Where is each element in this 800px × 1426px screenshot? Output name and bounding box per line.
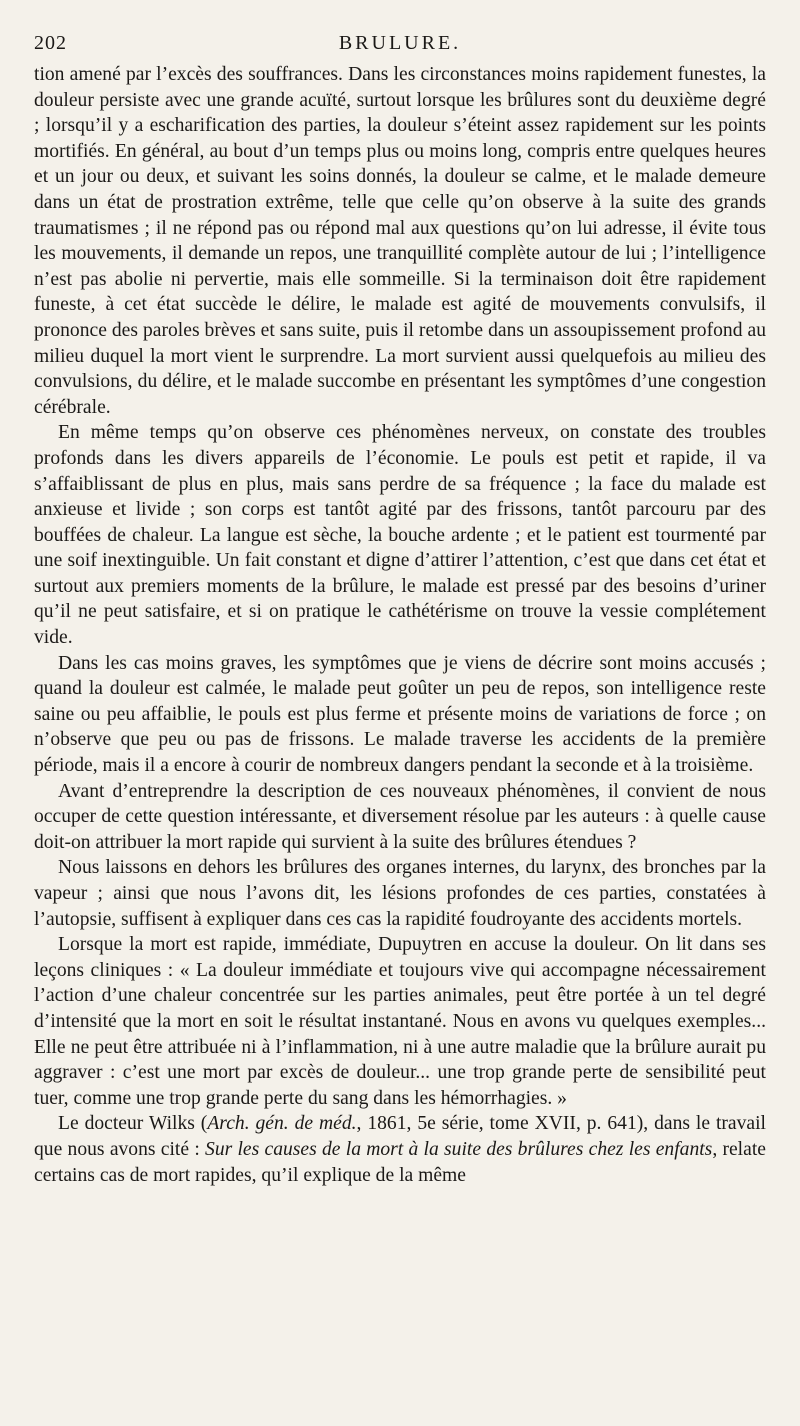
paragraph-7 (34, 1111, 766, 1188)
body-text (34, 62, 766, 1188)
citation-journal: Arch. gén. de méd. (207, 1113, 357, 1135)
paragraph-2: En même temps qu’on observe ces phénomènes nerveux, on constate des troubles profonds dans les divers appareils de l’économie. Le pouls est petit et rapide, il va s’affaiblissant de plus en plus, mais sans perdre de sa fréquence ; la face du malade est anxieuse et livide ; son corps est tantôt agité par des frissons, tantôt parcouru par des bouffées de chaleur. La langue est sèche, la bouche ardente ; et le patient est tourmenté par une soif inextinguible. Un fait constant et digne d’attirer l’attention, c’est que dans cet état et surtout aux premiers moments de la brûlure, le malade est pressé par des besoins d’uriner qu’il ne peut satisfaire, et si on pratique le cathétérisme on trouve la vessie complétement vide. (34, 422, 766, 649)
paragraph-1: tion amené par l’excès des souffrances. Dans les circonstances moins rapidement funestes, la douleur persiste avec une grande acuïté, surtout lorsque les brûlures sont du deuxième degré ; lorsqu’il y a escharification des parties, la douleur s’éteint assez rapidement sur les points mortifiés. En général, au bout d’un temps plus ou moins long, compris entre quelques heures et un jour ou deux, et suivant les soins donnés, la douleur se calme, et le malade demeure dans un état de prostration extrême, telle que celle qu’on observe à la suite des grands traumatismes ; il ne répond pas ou répond mal aux questions qu’on lui adresse, il évite tous les mouvements, il demande un repos, une tranquillité complète autour de lui ; l’intelligence n’est pas abolie ni pervertie, mais elle sommeille. Si la terminaison doit être rapidement funeste, à cet état succède le délire, le malade est agité de mouvements convulsifs, il prononce des paroles brèves et sans suite, puis il retombe dans un assoupissement profond au milieu duquel la mort vient le surprendre. La mort survient aussi quelquefois au milieu des convulsions, du délire, et le malade succombe en présentant les symptômes d’une congestion cérébrale. (34, 64, 766, 418)
paragraph-7-text-middle: , 1861, 5e série, tome XVII, p. 641), dans le travail que nous avons cité : (34, 1113, 766, 1160)
paragraph-5: Nous laissons en dehors les brûlures des organes internes, du larynx, des bronches par la vapeur ; ainsi que nous l’avons dit, les lésions profondes de ces parties, constatées à l’autopsie, suffisent à expliquer dans ces cas la rapidité foudroyante des accidents mortels. (34, 857, 766, 930)
page-number: 202 (34, 32, 67, 54)
paragraph-3: Dans les cas moins graves, les symptômes que je viens de décrire sont moins accusés ; quand la douleur est calmée, le malade peut goûter un peu de repos, son intelligence reste saine ou peu affaiblie, le pouls est plus ferme et présente moins de variations de force ; on n’observe que peu ou pas de frissons. Le malade traverse les accidents de la première période, mais il a encore à courir de nombreux dangers pendant la seconde et à la troisième. (34, 652, 766, 777)
paragraph-4: Avant d’entreprendre la description de ces nouveaux phénomènes, il convient de nous occuper de cette question intéressante, et diversement résolue par les auteurs : à quelle cause doit-on attribuer la mort rapide qui survient à la suite des brûlures étendues ? (34, 780, 766, 853)
paragraph-7-text-after: , relate certains cas de mort rapides, qu’il explique de la même (34, 1138, 766, 1186)
paragraph-6: Lorsque la mort est rapide, immédiate, Dupuytren en accuse la douleur. On lit dans ses leçons cliniques : « La douleur immédiate et toujours vive qui accompagne nécessairement l’action d’une chaleur concentrée sur les parties animales, peut être portée à un tel degré d’intensité que la mort en soit le résultat instantané. Nous en avons vu quelques exemples... Elle ne peut être attribuée ni à l’inflammation, ni à une autre maladie que la brûlure aurait pu aggraver : c’est une mort par excès de douleur... une trop grande perte de sensibilité peut tuer, comme une trop grande perte du sang dans les hémorrhagies. » (34, 934, 766, 1109)
page-header (34, 24, 766, 62)
paragraph-7-text-before: Le docteur Wilks ( (58, 1113, 208, 1135)
running-head: BRULURE. (338, 32, 462, 54)
citation-title: Sur les causes de la mort à la suite des brûlures chez les enfants (205, 1138, 713, 1160)
